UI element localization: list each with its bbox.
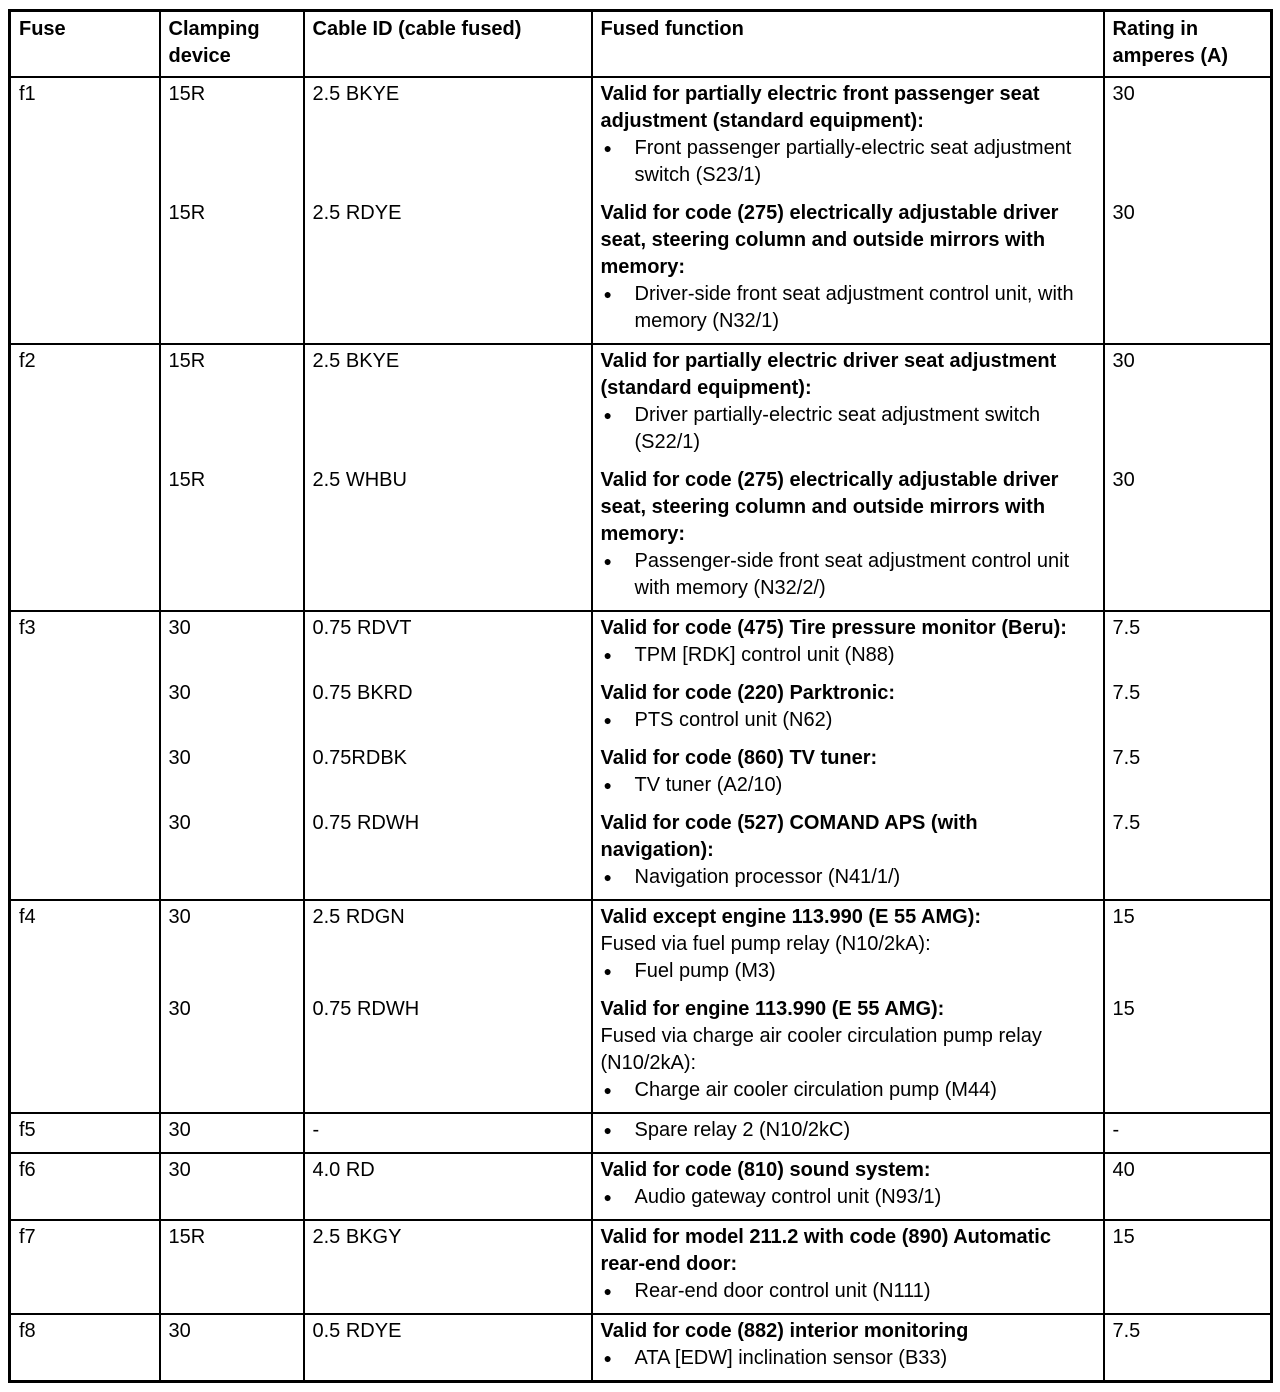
- bullet-icon: ●: [603, 1122, 612, 1138]
- rating-cell: 15: [1104, 1220, 1272, 1314]
- function-title: Valid for code (810) sound system:: [600, 1159, 931, 1181]
- cable-id-cell: 2.5 WHBU: [304, 464, 592, 611]
- table-row: [10, 611, 1272, 677]
- clamping-device-cell: 15R: [160, 1220, 304, 1314]
- bullet-icon: ●: [603, 869, 612, 885]
- rating-cell: 15: [1104, 993, 1272, 1113]
- clamping-device-cell: 30: [160, 742, 304, 807]
- bullet-item: [601, 772, 1095, 799]
- function-title: Valid for partially electric front passenger seat adjustment (standard equipment):: [600, 83, 1040, 132]
- fuse-id-cell: f4: [10, 900, 160, 1113]
- bullet-text: TPM [RDK] control unit (N88): [634, 644, 895, 666]
- function-title: Valid for code (527) COMAND APS (with navigation):: [600, 812, 978, 861]
- rating-cell: 30: [1104, 197, 1272, 344]
- bullet-icon: ●: [603, 712, 612, 728]
- column-header: Rating in amperes (A): [1104, 11, 1272, 78]
- function-subtitle: Fused via charge air cooler circulation pump relay (N10/2kA):: [600, 1025, 1042, 1074]
- header-row: [10, 11, 1272, 78]
- bullet-text: PTS control unit (N62): [634, 709, 833, 731]
- clamping-device-cell: 30: [160, 677, 304, 742]
- column-header: Fuse: [10, 11, 160, 78]
- bullet-item: [601, 864, 1095, 891]
- cable-id-cell: 2.5 RDYE: [304, 197, 592, 344]
- fused-function-cell: [592, 1314, 1104, 1382]
- fused-function-cell: [592, 993, 1104, 1113]
- bullet-item: [601, 1117, 1095, 1144]
- cable-id-cell: 2.5 RDGN: [304, 900, 592, 993]
- table-row: [10, 993, 1272, 1113]
- rating-cell: 7.5: [1104, 677, 1272, 742]
- table-row: [10, 1153, 1272, 1220]
- function-title: Valid for code (860) TV tuner:: [600, 747, 878, 769]
- bullet-text: Spare relay 2 (N10/2kC): [634, 1119, 851, 1141]
- function-title: Valid for model 211.2 with code (890) Automatic rear-end door:: [600, 1226, 1051, 1275]
- fused-function-cell: [592, 742, 1104, 807]
- table-row: [10, 742, 1272, 807]
- bullet-text: Fuel pump (M3): [634, 960, 776, 982]
- bullet-text: ATA [EDW] inclination sensor (B33): [634, 1347, 948, 1369]
- bullet-item: [601, 1278, 1095, 1305]
- column-header: Fused function: [592, 11, 1104, 78]
- cable-id-cell: 2.5 BKGY: [304, 1220, 592, 1314]
- table-row: [10, 1113, 1272, 1153]
- clamping-device-cell: 15R: [160, 344, 304, 464]
- bullet-icon: ●: [603, 647, 612, 663]
- bullet-icon: ●: [603, 1082, 612, 1098]
- fused-function-cell: [592, 1220, 1104, 1314]
- fused-function-cell: [592, 464, 1104, 611]
- function-title: Valid for code (275) electrically adjustable driver seat, steering column and outside mirrors with memory:: [600, 469, 1059, 545]
- fused-function-cell: [592, 197, 1104, 344]
- bullet-icon: ●: [603, 777, 612, 793]
- fused-function-cell: [592, 900, 1104, 993]
- function-title: Valid for code (475) Tire pressure monitor (Beru):: [600, 617, 1067, 639]
- rating-cell: -: [1104, 1113, 1272, 1153]
- bullet-icon: ●: [603, 1283, 612, 1299]
- clamping-device-cell: 30: [160, 1314, 304, 1382]
- bullet-item: [601, 642, 1095, 669]
- rating-cell: 15: [1104, 900, 1272, 993]
- clamping-device-cell: 30: [160, 900, 304, 993]
- function-title: Valid except engine 113.990 (E 55 AMG):: [600, 906, 982, 928]
- table-row: [10, 1220, 1272, 1314]
- fuse-table: [8, 9, 1273, 1383]
- cable-id-cell: 4.0 RD: [304, 1153, 592, 1220]
- cable-id-cell: 0.75 BKRD: [304, 677, 592, 742]
- table-row: [10, 1314, 1272, 1382]
- column-header: Cable ID (cable fused): [304, 11, 592, 78]
- clamping-device-cell: 30: [160, 807, 304, 900]
- rating-cell: 30: [1104, 344, 1272, 464]
- bullet-icon: ●: [603, 140, 612, 156]
- function-subtitle: Fused via fuel pump relay (N10/2kA):: [600, 933, 931, 955]
- clamping-device-cell: 30: [160, 1113, 304, 1153]
- fuse-id-cell: f3: [10, 611, 160, 900]
- rating-cell: 7.5: [1104, 611, 1272, 677]
- bullet-icon: ●: [603, 286, 612, 302]
- bullet-icon: ●: [603, 1189, 612, 1205]
- fuse-id-cell: f5: [10, 1113, 160, 1153]
- rating-cell: 7.5: [1104, 1314, 1272, 1382]
- bullet-text: Audio gateway control unit (N93/1): [634, 1186, 942, 1208]
- fused-function-cell: [592, 807, 1104, 900]
- bullet-text: Charge air cooler circulation pump (M44): [634, 1079, 997, 1101]
- fuse-id-cell: f7: [10, 1220, 160, 1314]
- bullet-item: [601, 707, 1095, 734]
- bullet-text: Passenger-side front seat adjustment control unit with memory (N32/2/): [634, 550, 1070, 599]
- function-title: Valid for engine 113.990 (E 55 AMG):: [600, 998, 945, 1020]
- bullet-text: Driver partially-electric seat adjustment switch (S22/1): [634, 404, 1041, 453]
- cable-id-cell: -: [304, 1113, 592, 1153]
- table-row: [10, 677, 1272, 742]
- bullet-text: Driver-side front seat adjustment control unit, with memory (N32/1): [634, 283, 1074, 332]
- bullet-icon: ●: [603, 553, 612, 569]
- rating-cell: 7.5: [1104, 807, 1272, 900]
- bullet-text: Rear-end door control unit (N111): [634, 1280, 931, 1302]
- fused-function-cell: [592, 1153, 1104, 1220]
- clamping-device-cell: 15R: [160, 464, 304, 611]
- clamping-device-cell: 15R: [160, 197, 304, 344]
- fused-function-cell: [592, 611, 1104, 677]
- rating-cell: 30: [1104, 464, 1272, 611]
- table-row: [10, 900, 1272, 993]
- rating-cell: 7.5: [1104, 742, 1272, 807]
- bullet-item: [601, 1077, 1095, 1104]
- function-title: Valid for partially electric driver seat adjustment (standard equipment):: [600, 350, 1057, 399]
- clamping-device-cell: 15R: [160, 77, 304, 197]
- bullet-item: [601, 281, 1095, 335]
- bullet-item: [601, 135, 1095, 189]
- bullet-icon: ●: [603, 407, 612, 423]
- bullet-text: TV tuner (A2/10): [634, 774, 783, 796]
- rating-cell: 30: [1104, 77, 1272, 197]
- fused-function-cell: [592, 677, 1104, 742]
- bullet-item: [601, 1345, 1095, 1372]
- bullet-icon: ●: [603, 1350, 612, 1366]
- clamping-device-cell: 30: [160, 611, 304, 677]
- table-row: [10, 77, 1272, 197]
- fused-function-cell: [592, 344, 1104, 464]
- bullet-item: [601, 402, 1095, 456]
- bullet-item: [601, 548, 1095, 602]
- cable-id-cell: 2.5 BKYE: [304, 344, 592, 464]
- table-row: [10, 197, 1272, 344]
- clamping-device-cell: 30: [160, 1153, 304, 1220]
- fused-function-cell: [592, 1113, 1104, 1153]
- bullet-item: [601, 1184, 1095, 1211]
- bullet-text: Front passenger partially-electric seat adjustment switch (S23/1): [634, 137, 1072, 186]
- cable-id-cell: 0.75 RDWH: [304, 993, 592, 1113]
- table-body: [10, 77, 1272, 1382]
- function-title: Valid for code (220) Parktronic:: [600, 682, 896, 704]
- fuse-id-cell: f1: [10, 77, 160, 344]
- function-title: Valid for code (275) electrically adjustable driver seat, steering column and outside mirrors with memory:: [600, 202, 1059, 278]
- fuse-id-cell: f8: [10, 1314, 160, 1382]
- cable-id-cell: 2.5 BKYE: [304, 77, 592, 197]
- table-row: [10, 344, 1272, 464]
- table-header: [10, 11, 1272, 78]
- rating-cell: 40: [1104, 1153, 1272, 1220]
- table-row: [10, 807, 1272, 900]
- fuse-id-cell: f2: [10, 344, 160, 611]
- clamping-device-cell: 30: [160, 993, 304, 1113]
- bullet-text: Navigation processor (N41/1/): [634, 866, 901, 888]
- table-row: [10, 464, 1272, 611]
- column-header: Clamping device: [160, 11, 304, 78]
- bullet-item: [601, 958, 1095, 985]
- cable-id-cell: 0.75RDBK: [304, 742, 592, 807]
- cable-id-cell: 0.5 RDYE: [304, 1314, 592, 1382]
- cable-id-cell: 0.75 RDWH: [304, 807, 592, 900]
- bullet-icon: ●: [603, 963, 612, 979]
- fused-function-cell: [592, 77, 1104, 197]
- cable-id-cell: 0.75 RDVT: [304, 611, 592, 677]
- function-title: Valid for code (882) interior monitoring: [600, 1320, 969, 1342]
- fuse-id-cell: f6: [10, 1153, 160, 1220]
